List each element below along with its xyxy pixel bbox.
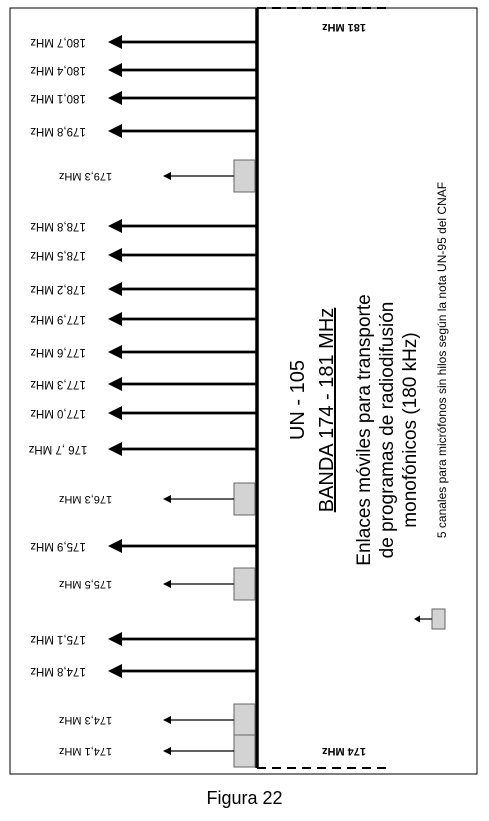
- arrowhead-icon: [108, 345, 122, 359]
- title-block: [287, 360, 309, 440]
- channel-frequency-label: 175,5 MHz: [58, 578, 113, 590]
- channel-frequency-label: 177,6 MHz: [30, 346, 86, 358]
- channel-link: [30, 248, 257, 262]
- channel-mic: [59, 483, 255, 515]
- arrowhead-icon: [163, 716, 171, 724]
- arrowhead-icon: [108, 282, 122, 296]
- mic-channel-box: [234, 704, 255, 736]
- arrowhead-icon: [163, 172, 171, 180]
- channel-frequency-label: 178,5 MHz: [30, 249, 86, 261]
- channel-link: [30, 377, 257, 391]
- arrowhead-icon: [163, 747, 171, 755]
- channel-link: [30, 406, 257, 420]
- channel-frequency-label: 180,7 MHz: [30, 36, 86, 48]
- legend-text: 5 canales para micrófonos sin hilos según la nota UN-95 del CNAF: [435, 181, 449, 539]
- channel-frequency-label: 180,4 MHz: [30, 64, 86, 76]
- channel-link: [30, 664, 257, 678]
- legend-mic-box: [432, 609, 445, 629]
- channel-frequency-label: 178,8 MHz: [30, 220, 86, 232]
- channel-link: [30, 312, 257, 326]
- channel-link: [30, 124, 257, 138]
- description-line-1: Enlaces móviles para transporte: [354, 294, 375, 566]
- channel-frequency-label: 180,1 MHz: [30, 92, 86, 104]
- arrowhead-icon: [108, 406, 122, 420]
- channel-mic: [59, 160, 255, 192]
- channel-frequency-label: 177,0 MHz: [30, 407, 86, 419]
- channel-mic: [59, 735, 255, 767]
- channel-frequency-label: 179,8 MHz: [30, 125, 86, 137]
- arrowhead-icon: [108, 124, 122, 138]
- channel-list: [28, 35, 257, 767]
- arrowhead-icon: [163, 495, 171, 503]
- channel-frequency-label: 174,1 MHz: [58, 745, 113, 757]
- legend-mic-arrowhead: [414, 616, 420, 623]
- channel-link: [30, 91, 257, 105]
- arrowhead-icon: [108, 312, 122, 326]
- channel-link: [30, 539, 257, 553]
- arrowhead-icon: [108, 539, 122, 553]
- mic-channel-box: [234, 568, 255, 600]
- channel-link: [30, 219, 257, 233]
- description-line-2: de programas de radiodifusión: [377, 301, 398, 559]
- arrowhead-icon: [108, 632, 122, 646]
- arrowhead-icon: [108, 219, 122, 233]
- arrowhead-icon: [108, 248, 122, 262]
- band-title-block: [316, 308, 338, 513]
- channel-link: [30, 632, 257, 646]
- channel-frequency-label: 174,8 MHz: [30, 665, 86, 677]
- channel-frequency-label: 178,2 MHz: [30, 283, 86, 295]
- arrowhead-icon: [108, 377, 122, 391]
- channel-frequency-label: 176 ,7 MHz: [28, 443, 88, 455]
- channel-frequency-label: 177,9 MHz: [30, 313, 86, 325]
- channel-frequency-label: 175,9 MHz: [30, 540, 86, 552]
- channel-frequency-label: 177,3 MHz: [30, 378, 86, 390]
- band-top-label: 181 MHz: [321, 21, 367, 33]
- channel-frequency-label: 174,3 MHz: [58, 714, 113, 726]
- channel-link: [28, 442, 257, 456]
- channel-link: [30, 63, 257, 77]
- band-bottom-label: 174 MHz: [321, 745, 367, 757]
- channel-mic: [59, 704, 255, 736]
- legend-text-block: [435, 182, 449, 538]
- channel-frequency-label: 179,3 MHz: [58, 170, 113, 182]
- channel-mic: [59, 568, 255, 600]
- arrowhead-icon: [108, 664, 122, 678]
- arrowhead-icon: [108, 63, 122, 77]
- channel-frequency-label: 176,3 MHz: [58, 493, 113, 505]
- mic-channel-box: [234, 483, 255, 515]
- arrowhead-icon: [163, 580, 171, 588]
- mic-channel-box: [234, 735, 255, 767]
- description-block: [354, 294, 421, 565]
- figure-caption: Figura 22: [206, 788, 283, 808]
- arrowhead-icon: [108, 35, 122, 49]
- mic-channel-box: [234, 160, 255, 192]
- arrowhead-icon: [108, 442, 122, 456]
- arrowhead-icon: [108, 91, 122, 105]
- band-title: BANDA 174 - 181 MHz: [316, 307, 338, 513]
- description-line-3: monofónicos (180 kHz): [400, 332, 421, 528]
- channel-link: [30, 282, 257, 296]
- channel-frequency-label: 175,1 MHz: [30, 633, 86, 645]
- allocation-title: UN - 105: [287, 359, 309, 441]
- channel-link: [30, 35, 257, 49]
- channel-link: [30, 345, 257, 359]
